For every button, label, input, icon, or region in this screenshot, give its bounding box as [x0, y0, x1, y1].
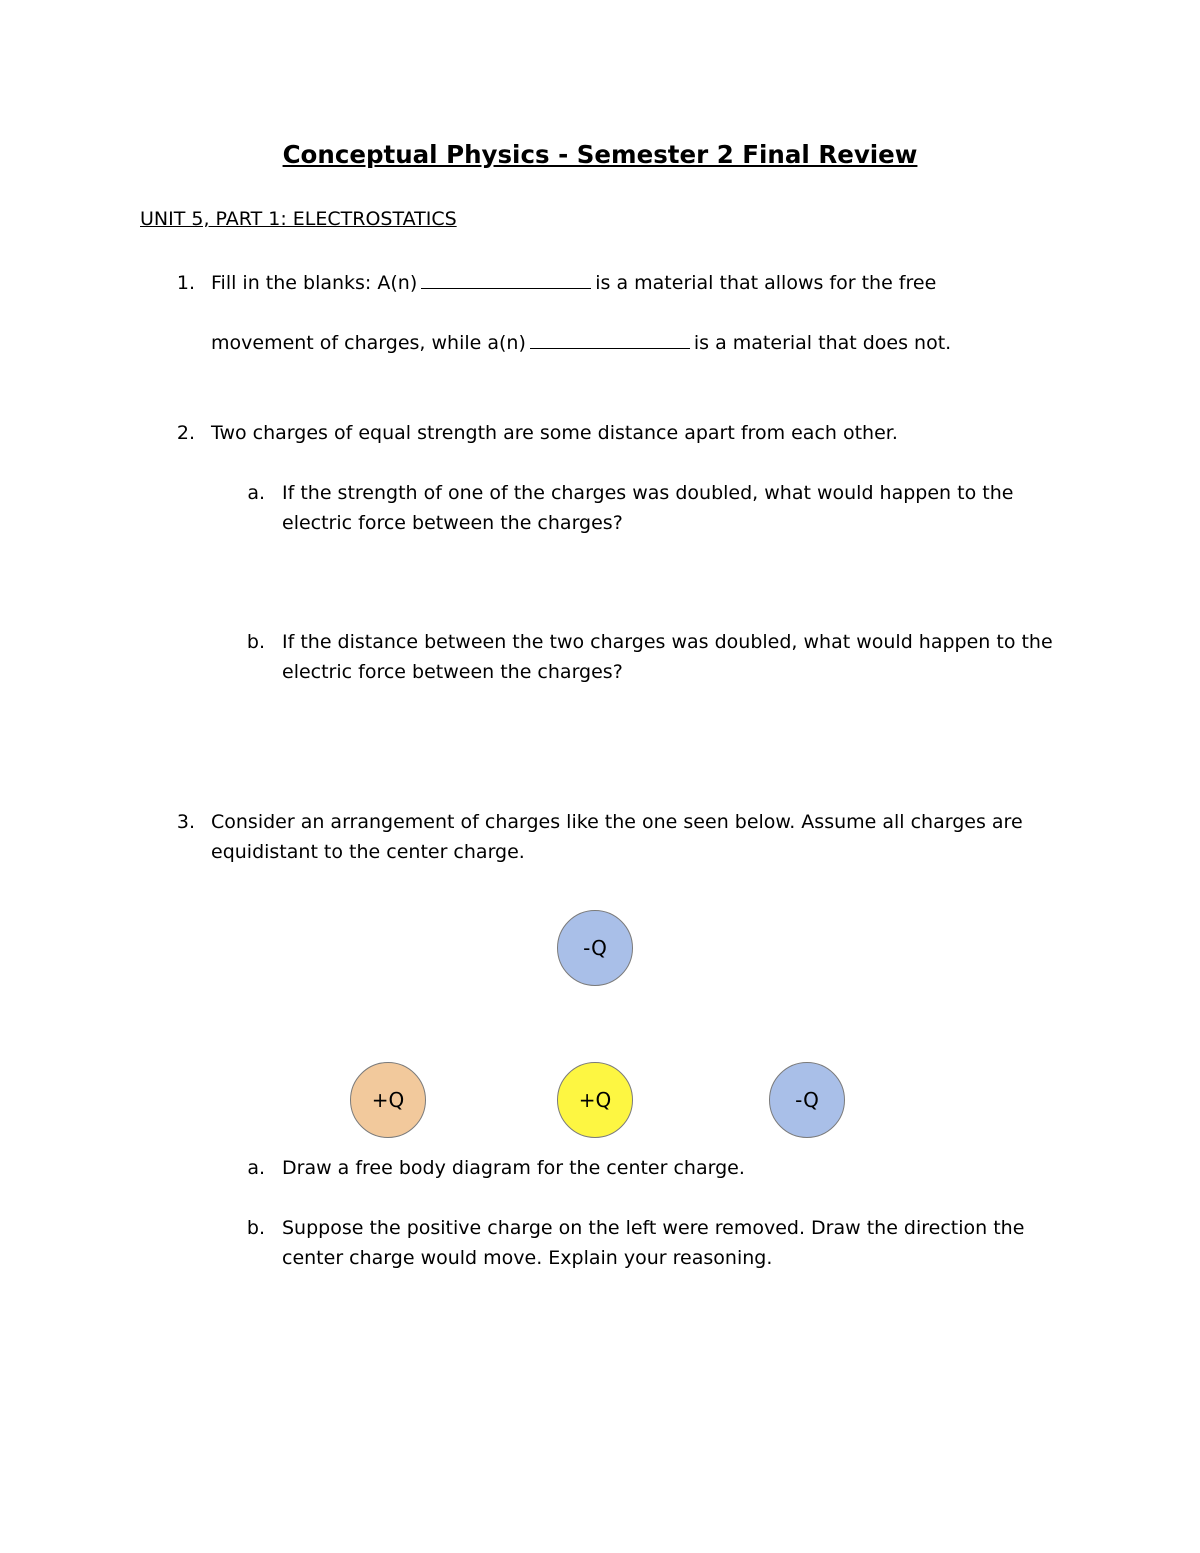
- q1-line2: [211, 328, 951, 358]
- top-charge: [557, 910, 633, 986]
- unit-heading: UNIT 5, PART 1: ELECTROSTATICS: [140, 208, 457, 230]
- q1-line2-before: movement of charges, while a(n): [211, 332, 526, 354]
- q2b-label: b.: [246, 631, 265, 653]
- q3-line2: equidistant to the center charge.: [211, 841, 525, 863]
- left-charge: [350, 1062, 426, 1138]
- q1-line1-before: Fill in the blanks: A(n): [211, 272, 418, 294]
- q2a-label: a.: [247, 482, 265, 504]
- q1-blank-1[interactable]: [421, 270, 591, 289]
- q3b-line1: Suppose the positive charge on the left were removed. Draw the direction the: [282, 1217, 1025, 1239]
- q1-line2-after: is a material that does not.: [693, 332, 952, 354]
- q2a-line2: electric force between the charges?: [282, 512, 623, 534]
- q2b-line1: If the distance between the two charges was doubled, what would happen to the: [282, 631, 1053, 653]
- right-charge: [769, 1062, 845, 1138]
- q1-line1-after: is a material that allows for the free: [595, 272, 937, 294]
- q3b-line2: center charge would move. Explain your reasoning.: [282, 1247, 773, 1269]
- q3a-label: a.: [247, 1157, 265, 1179]
- q1-number: 1.: [176, 272, 195, 294]
- q3-number: 3.: [176, 811, 195, 833]
- q2a-line1: If the strength of one of the charges was doubled, what would happen to the: [282, 482, 1014, 504]
- left-charge-label: +Q: [371, 1088, 405, 1112]
- top-charge-label: -Q: [583, 936, 607, 960]
- center-charge-label: +Q: [578, 1088, 612, 1112]
- q1-blank-2[interactable]: [530, 330, 690, 349]
- right-charge-label: -Q: [795, 1088, 819, 1112]
- q3b-label: b.: [246, 1217, 265, 1239]
- q2-text: Two charges of equal strength are some distance apart from each other.: [211, 422, 898, 444]
- q1-line1: [211, 268, 936, 298]
- page-title: Conceptual Physics - Semester 2 Final Review: [282, 140, 918, 169]
- q3-line1: Consider an arrangement of charges like the one seen below. Assume all charges are: [211, 811, 1023, 833]
- center-charge: [557, 1062, 633, 1138]
- q3a-text: Draw a free body diagram for the center charge.: [282, 1157, 745, 1179]
- q2b-line2: electric force between the charges?: [282, 661, 623, 683]
- q2-number: 2.: [176, 422, 195, 444]
